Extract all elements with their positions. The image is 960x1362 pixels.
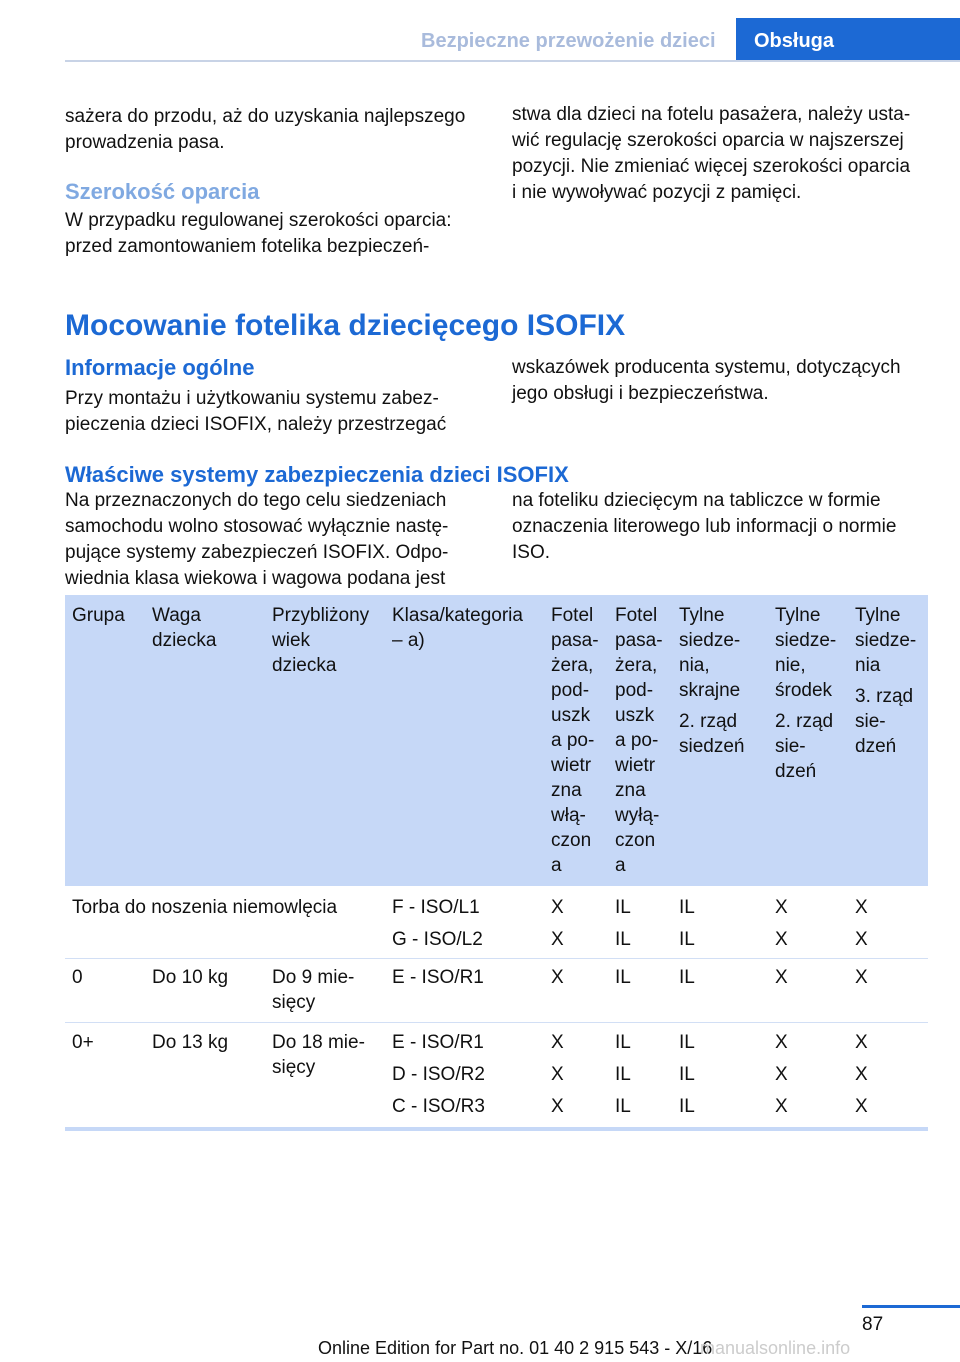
table-cell-age: Do 9 mie‐ (272, 967, 355, 988)
table-header-cell: siedzeń (679, 736, 745, 757)
footer-edition: Online Edition for Part no. 01 40 2 915 543 - X/16 (318, 1338, 713, 1358)
table-cell-availability: IL (615, 1064, 631, 1085)
table-header-cell: zna (615, 780, 646, 801)
table-header-cell: 2. rząd (679, 711, 738, 732)
intro-left-paragraph-1: sażera do przodu, aż do uzyskania najlepszego prowadzenia pasa. (65, 106, 466, 153)
table-cell-availability: X (551, 967, 564, 988)
table-header-cell: wietr (551, 755, 592, 776)
table-cell-availability: IL (615, 1032, 631, 1053)
table-header-cell: siedze‐ (775, 630, 837, 651)
table-cell-group: Torba do noszenia niemowlęcia (72, 897, 338, 918)
table-cell-availability: IL (615, 1096, 631, 1117)
table-header-cell: wyłą‐ (615, 805, 660, 826)
table-header-cell: żera, (615, 655, 658, 676)
table-cell-group: 0 (72, 967, 83, 988)
table-header-cell: dziecka (152, 630, 217, 651)
table-header-cell: wiek (272, 630, 311, 651)
table-cell-availability: X (855, 897, 868, 918)
table-header-cell: uszk (615, 705, 655, 726)
table-cell-availability: IL (615, 897, 631, 918)
table-header-cell: Fotel (551, 605, 594, 626)
table-header-cell: włą‐ (551, 805, 586, 826)
table-header-cell: środek (775, 680, 833, 701)
table-cell-availability: X (855, 929, 868, 950)
table-header-cell: czon (615, 830, 656, 851)
table-cell-availability: X (551, 1096, 564, 1117)
table-header-cell: a po‐ (615, 730, 659, 751)
table-cell-availability: IL (615, 929, 631, 950)
table-header-cell: nia, (679, 655, 710, 676)
table-header-cell: nia (855, 655, 881, 676)
width-heading: Szerokość oparcia (65, 179, 260, 204)
table-cell-weight: Do 13 kg (152, 1032, 229, 1053)
table-cell-availability: IL (679, 897, 695, 918)
table-cell-class: F - ISO/L1 (392, 897, 480, 918)
isofix-title: Mocowanie fotelika dziecięcego ISOFIX (65, 309, 626, 342)
table-cell-availability: X (775, 1096, 788, 1117)
page-number: 87 (862, 1314, 884, 1335)
table-cell-class: E - ISO/R1 (392, 1032, 484, 1053)
isofix-systems-right: na foteliku dziecięcym na tabliczce w formie oznaczenia literowego lub informacji o normie ISO. (512, 490, 897, 563)
table-header-cell: Tylne (679, 605, 725, 626)
table-cell-availability: IL (679, 1096, 695, 1117)
table-header-cell: dzeń (855, 736, 897, 757)
table-header-cell: czon (551, 830, 592, 851)
footer-rule (862, 1305, 960, 1308)
header-section-title: Bezpieczne przewożenie dzieci (421, 30, 716, 52)
table-header-cell: 3. rząd (855, 686, 914, 707)
table-header-cell: siedze‐ (679, 630, 741, 651)
table-header-cell: a (551, 855, 562, 876)
table-cell-availability: X (551, 897, 564, 918)
table-cell-availability: IL (679, 967, 695, 988)
table-header-cell: Klasa/kategoria (392, 605, 523, 626)
table-header-cell: Tylne (775, 605, 821, 626)
isofix-systems-heading: Właściwe systemy zabezpieczenia dzieci ISOFIX (65, 462, 569, 487)
table-cell-group: 0+ (72, 1032, 94, 1053)
table-header-cell: skrajne (679, 680, 741, 701)
table-header-cell: żera, (551, 655, 594, 676)
table-row-divider (65, 1022, 928, 1023)
table-cell-age: sięcy (272, 992, 316, 1013)
table-header-cell: pasa‐ (615, 630, 663, 651)
table-header-cell: sie‐ (855, 711, 886, 732)
table-cell-availability: X (551, 1032, 564, 1053)
table-header-cell: pasa‐ (551, 630, 599, 651)
table-header-cell: wietr (615, 755, 656, 776)
table-cell-availability: X (775, 897, 788, 918)
table-header-cell: pod‐ (551, 680, 590, 701)
table-header-cell: dziecka (272, 655, 337, 676)
header-rule (65, 60, 960, 62)
table-cell-availability: X (855, 1064, 868, 1085)
table-header-cell: zna (551, 780, 582, 801)
table-header-cell: a (615, 855, 626, 876)
table-cell-age: sięcy (272, 1057, 316, 1078)
table-header-cell: uszk (551, 705, 591, 726)
table-header-cell: Przybliżony (272, 605, 370, 626)
table-cell-availability: X (855, 1032, 868, 1053)
table-header-cell: nie, (775, 655, 806, 676)
table-cell-class: D - ISO/R2 (392, 1064, 485, 1085)
table-cell-availability: X (775, 1032, 788, 1053)
table-cell-availability: X (855, 1096, 868, 1117)
table-cell-class: E - ISO/R1 (392, 967, 484, 988)
table-header-cell: Fotel (615, 605, 658, 626)
general-info-heading: Informacje ogólne (65, 355, 255, 380)
table-cell-availability: X (775, 967, 788, 988)
table-header-cell: Waga (152, 605, 201, 626)
table-cell-availability: X (551, 1064, 564, 1085)
table-header-cell: Grupa (72, 605, 125, 626)
table-header-cell: Tylne (855, 605, 901, 626)
table-cell-weight: Do 10 kg (152, 967, 229, 988)
intro-right-paragraph: stwa dla dzieci na fotelu pasażera, należy usta‐ wić regulację szerokości oparcia w najszerszej pozycji. Nie zmieniać więcej szerokości oparcia i nie wywoływać pozycji z pamięci. (512, 104, 911, 203)
table-cell-age: Do 18 mie‐ (272, 1032, 365, 1053)
intro-left-paragraph-2: W przypadku regulowanej szerokości oparcia: przed zamontowaniem fotelika bezpieczeń‐ (65, 210, 452, 257)
table-header-cell: sie‐ (775, 736, 806, 757)
table-cell-availability: IL (615, 967, 631, 988)
table-header-cell: a po‐ (551, 730, 595, 751)
table-cell-availability: X (775, 1064, 788, 1085)
table-cell-availability: X (775, 929, 788, 950)
table-header-cell: dzeń (775, 761, 817, 782)
table-header-cell: pod‐ (615, 680, 654, 701)
footer-watermark: manualsonline.info (700, 1338, 851, 1358)
table-header-cell: – a) (392, 630, 425, 651)
table-cell-availability: IL (679, 1064, 695, 1085)
general-info-left: Przy montażu i użytkowaniu systemu zabez‐ pieczenia dzieci ISOFIX, należy przestrzegać (65, 388, 447, 435)
table-cell-availability: IL (679, 1032, 695, 1053)
table-header-cell: siedze‐ (855, 630, 917, 651)
table-cell-class: G - ISO/L2 (392, 929, 483, 950)
table-header-cell: 2. rząd (775, 711, 834, 732)
table-cell-availability: IL (679, 929, 695, 950)
general-info-right: wskazówek producenta systemu, dotyczących jego obsługi i bezpieczeństwa. (512, 357, 901, 404)
table-cell-availability: X (551, 929, 564, 950)
table-cell-class: C - ISO/R3 (392, 1096, 485, 1117)
table-cell-availability: X (855, 967, 868, 988)
table-bottom-rule (65, 1127, 928, 1131)
header-chapter-tab: Obsługa (736, 18, 960, 62)
table-row-divider (65, 958, 928, 959)
isofix-systems-left: Na przeznaczonych do tego celu siedzeniach samochodu wolno stosować wyłącznie nastę‐ pujące systemy zabezpieczeń ISOFIX. Odpo‐ wiednia klasa wiekowa i wagowa podana jest (65, 490, 449, 589)
